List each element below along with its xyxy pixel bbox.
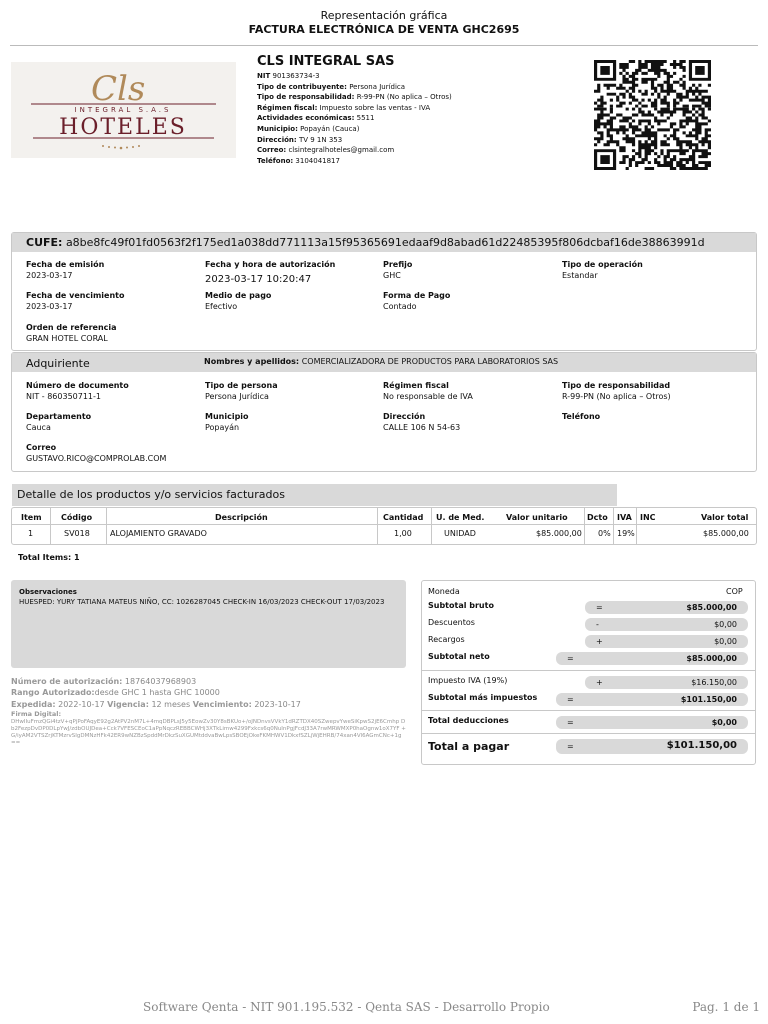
logo-subtext: INTEGRAL S.A.S (74, 106, 172, 114)
observations-label: Observaciones (19, 588, 77, 596)
company-phone: Teléfono: 3104041817 (257, 156, 340, 165)
cell-descripcion: ALOJAMIENTO GRAVADO (110, 529, 207, 538)
totals-divider (422, 733, 755, 734)
field-prefijo: Prefijo GHC (383, 260, 413, 280)
company-responsibility: Tipo de responsabilidad: R-99-PN (No aplica – Otros) (257, 93, 452, 102)
footer-text: Software Qenta - NIT 901.195.532 - Qenta SAS - Desarrollo Propio (143, 1000, 550, 1014)
company-email: Correo: clsintegralhoteles@gmail.com (257, 146, 395, 155)
col-header-inc: INC (640, 513, 656, 522)
table-header-divider (12, 524, 756, 525)
col-header-valor-total: Valor total (701, 513, 749, 522)
col-divider (50, 508, 51, 544)
field-fecha-autorizacion: Fecha y hora de autorización 2023-03-17 10:20:47 (205, 260, 336, 285)
col-divider (431, 508, 432, 544)
cufe-label: CUFE: (26, 236, 63, 249)
company-info (257, 54, 452, 166)
col-header-cantidad: Cantidad (383, 513, 424, 522)
recargos-label: Recargos (428, 635, 465, 644)
authorization-range: Rango Autorizado:desde GHC 1 hasta GHC 10000 (11, 688, 220, 698)
col-divider (106, 508, 107, 544)
subtotal-neto-label: Subtotal neto (428, 652, 490, 661)
document-header (0, 9, 768, 37)
digital-signature-value: DHwIIuFmzQGi4tzV+qPjPoFAqyE92g2AtPV2nM7L+4mqDBPLsJ5y5EowZv30Y8sBKUo+/oJNDnvsVVkY1dRZTDX40SZwepvYweSiKpwS2jE6Cmhp Db2FezpDvDP0DLpYwJ/zdbOUJDea+Cck7VFESCEoC1aPpNqczREBBCWHj3XTkLimw4299Fxkcs6q0NuInPgjFcdJ33A7rwMRWMXP0haOgnw1oX7YF +G/iyAM2VTSZrjKTMzrvSIgDMNzHFk42ER9wNZBzSpddMrDkzSuXGUMtddvaBwLpsSBOEjOkeFKMHWV1DkxfSZLjWjEHRB/74xan4Vl6AGmCNc+1g== (11, 718, 406, 746)
field-medio-pago: Medio de pago Efectivo (205, 291, 272, 311)
total-pagar-value: $101.150,00 (666, 740, 737, 751)
total-deducciones-label: Total deducciones (428, 716, 509, 725)
buyer-title: Adquiriente (26, 357, 90, 370)
logo-script: Cls (91, 69, 146, 109)
field-orden-referencia: Orden de referencia GRAN HOTEL CORAL (26, 323, 117, 343)
col-header-unidad: U. de Med. (436, 513, 485, 522)
subtotal-bruto-sym: = (596, 603, 603, 612)
authorization-number: Número de autorización: 18764037968903 (11, 677, 197, 686)
details-title: Detalle de los productos y/o servicios facturados (12, 484, 617, 506)
company-name: CLS INTEGRAL SAS (257, 54, 395, 69)
subtotal-bruto-value: $85.000,00 (686, 603, 737, 612)
authorization-dates: Expedida: 2022-10-17 Vigencia: 12 meses Vencimiento: 2023-10-17 (11, 699, 301, 709)
field-fecha-vencimiento: Fecha de vencimiento 2023-03-17 (26, 291, 125, 311)
authorization-info (11, 676, 411, 747)
page-number: Pag. 1 de 1 (692, 1000, 760, 1014)
total-pagar-label: Total a pagar (428, 740, 510, 753)
recargos-value: $0,00 (714, 637, 737, 646)
field-tipo-operacion: Tipo de operación Estandar (562, 260, 643, 280)
cufe-value: a8be8fc49f01fd0563f2f175ed1a038dd771113a15f95365691edaaf9d8abad61d22485395f806dcbaf16de38863991d (65, 236, 705, 249)
company-activities: Actividades económicas: 5511 (257, 114, 375, 123)
logo-hoteles: HOTELES (59, 115, 187, 140)
field-fecha-emision: Fecha de emisión 2023-03-17 (26, 260, 105, 280)
subtotal-neto-sym: = (567, 654, 574, 663)
descuentos-value: $0,00 (714, 620, 737, 629)
col-divider (636, 508, 637, 544)
col-header-codigo: Código (61, 513, 93, 522)
subtotal-impuestos-value: $101.150,00 (680, 695, 737, 704)
cell-dcto: 0% (598, 529, 611, 538)
descuentos-sym: - (596, 620, 599, 629)
total-deducciones-sym: = (567, 718, 574, 727)
cell-cantidad: 1,00 (394, 529, 412, 538)
col-header-dcto: Dcto (587, 513, 608, 522)
currency-value: COP (726, 587, 743, 596)
total-items: Total Items: 1 (18, 553, 80, 562)
cell-valor-total: $85.000,00 (703, 529, 749, 538)
col-divider (584, 508, 585, 544)
cell-iva: 19% (617, 529, 635, 538)
field-telefono: Teléfono (562, 412, 601, 421)
field-numero-documento: Número de documento NIT - 860350711-1 (26, 381, 129, 401)
col-header-item: Item (21, 513, 42, 522)
company-contributor-type: Tipo de contribuyente: Persona Jurídica (257, 82, 406, 91)
total-pagar-sym: = (567, 742, 574, 751)
qr-modules (594, 60, 711, 170)
qr-code (594, 60, 711, 170)
subtotal-impuestos-sym: = (567, 695, 574, 704)
document-title: FACTURA ELECTRÓNICA DE VENTA GHC2695 (248, 23, 520, 36)
iva-value: $16.150,00 (691, 678, 737, 687)
company-tax-regime: Régimen fiscal: Impuesto sobre las ventas - IVA (257, 103, 431, 112)
col-header-descripcion: Descripción (215, 513, 268, 522)
company-address: Dirección: TV 9 1N 353 (257, 135, 343, 144)
subtotal-impuestos-label: Subtotal más impuestos (428, 693, 538, 702)
field-municipio: Municipio Popayán (205, 412, 249, 432)
field-correo: Correo GUSTAVO.RICO@COMPROLAB.COM (26, 443, 167, 463)
field-tipo-responsabilidad: Tipo de responsabilidad R-99-PN (No aplica – Otros) (562, 381, 671, 401)
buyer-names: Nombres y apellidos: COMERCIALIZADORA DE PRODUCTOS PARA LABORATORIOS SAS (204, 357, 559, 366)
cufe-bar (12, 233, 756, 252)
col-divider (613, 508, 614, 544)
field-regimen-fiscal: Régimen fiscal No responsable de IVA (383, 381, 473, 401)
currency-label: Moneda (428, 587, 460, 596)
col-divider (377, 508, 378, 544)
cell-codigo: SV018 (64, 529, 90, 538)
iva-label: Impuesto IVA (19%) (428, 676, 508, 685)
company-nit: NIT 901363734-3 (257, 72, 320, 80)
field-departamento: Departamento Cauca (26, 412, 92, 432)
observations-text: HUESPED: YURY TATIANA MATEUS NIÑO, CC: 1026287045 CHECK-IN 16/03/2023 CHECK-OUT 17/03/2023 (19, 597, 385, 606)
cell-valor-unitario: $85.000,00 (536, 529, 582, 538)
iva-sym: + (596, 678, 603, 687)
total-deducciones-value: $0,00 (711, 718, 737, 727)
descuentos-label: Descuentos (428, 618, 475, 627)
totals-divider (422, 710, 755, 711)
cell-unidad: UNIDAD (444, 529, 476, 538)
subtotal-neto-value: $85.000,00 (686, 654, 737, 663)
field-direccion: Dirección CALLE 106 N 54-63 (383, 412, 461, 432)
field-forma-pago: Forma de Pago Contado (383, 291, 451, 311)
header-divider (10, 45, 758, 46)
col-header-iva: IVA (617, 513, 632, 522)
document-subtitle: Representación gráfica (320, 9, 448, 22)
digital-signature-label: Firma Digital: (11, 709, 62, 718)
recargos-sym: + (596, 637, 603, 646)
company-logo (11, 62, 236, 158)
cell-item: 1 (28, 529, 34, 538)
observations-box (11, 580, 406, 668)
field-tipo-persona: Tipo de persona Persona Jurídica (205, 381, 278, 401)
subtotal-bruto-label: Subtotal bruto (428, 601, 494, 610)
totals-divider (422, 670, 755, 671)
col-header-valor-unitario: Valor unitario (506, 513, 568, 522)
company-municipality: Municipio: Popayán (Cauca) (257, 124, 360, 133)
